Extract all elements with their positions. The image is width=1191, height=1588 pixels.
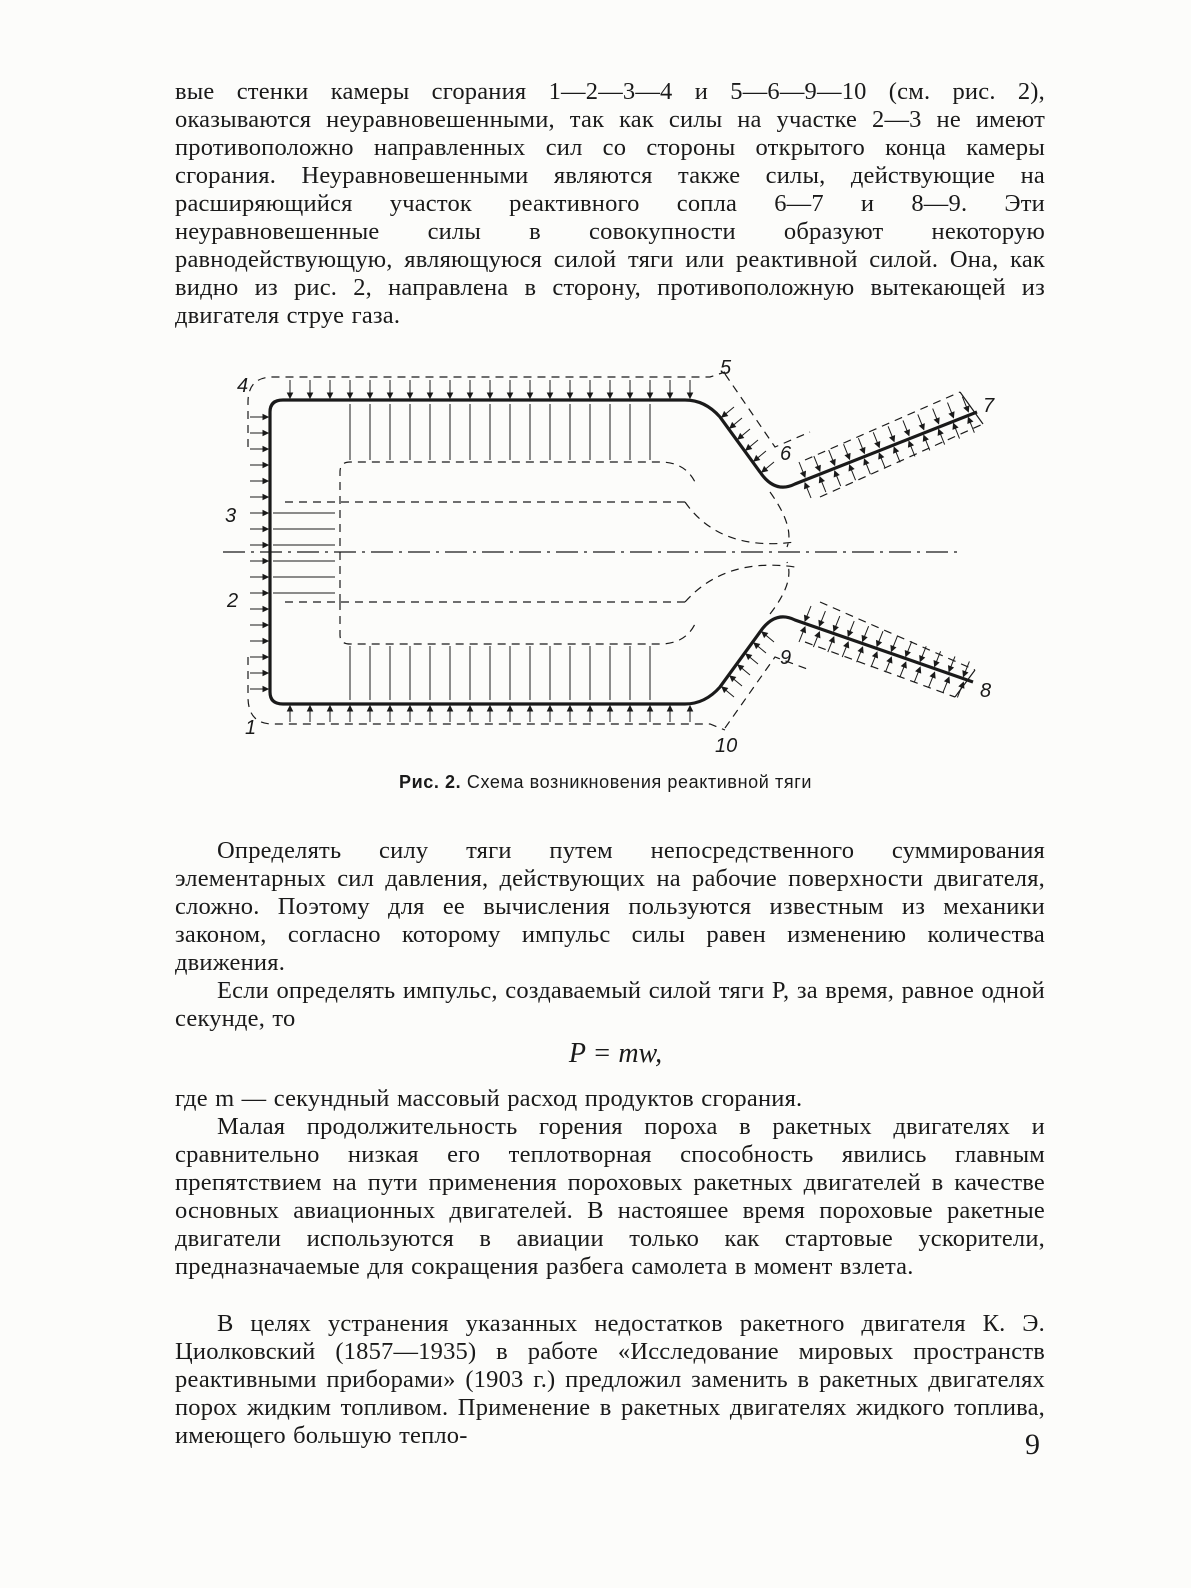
paragraph-5: Малая продолжительность горения пороха в ракетных двигателях и сравнительно низкая его теплотворная способность явились главным препятствием на пути применения пороховых ракетных двигателей в качестве основных авиационных двигателей. В настояшее время пороховые ракетные двигатели используются в авиации только как стартовые ускорители, предназначаемые для сокращения разбега самолета в момент взлета. — [175, 1113, 1045, 1280]
paragraph-4: где m — секундный массовый расход продуктов сгорания. — [175, 1085, 803, 1112]
paragraph-2: Определять силу тяги путем непосредственного суммирования элементарных сил давления, действующих на рабочие поверхности двигателя, сложно. Поэтому для ее вычисления пользуются известным из механики законом, согласно которому импульс силы равен изменению количества движения. — [175, 837, 1045, 976]
label-9: 9 — [780, 647, 792, 669]
paragraph-1: вые стенки камеры сгорания 1—2—3—4 и 5—6—9—10 (см. рис. 2), оказываются неуравновешенными, так как силы на участке 2—3 не имеют противоположно направленных сил со стороны открытого конца камеры сгорания. Неуравновешенными являются также силы, действующие на расширяющийся участок реактивного сопла 6—7 и 8—9. Эти неуравновешенные силы в совокупности образуют некоторую равнодействующую, являющуюся силой тяги или реактивной силой. Она, как видно из рис. 2, направлена в сторону, противоположную вытекающей из двигателя струе газа. — [175, 78, 1045, 329]
label-10: 10 — [715, 735, 738, 757]
caption-label: Рис. 2. — [398, 772, 462, 792]
paragraph-3: Если определять импульс, создаваемый силой тяги P, за время, равное одной секунде, то — [175, 977, 1045, 1032]
label-5: 5 — [720, 357, 732, 379]
label-1: 1 — [245, 717, 257, 739]
label-2: 2 — [227, 590, 239, 612]
figure-caption — [0, 772, 1191, 793]
label-8: 8 — [980, 680, 992, 702]
pressure-arrows — [250, 380, 974, 722]
formula: P = mw, — [568, 1038, 663, 1069]
page-number: 9 — [1025, 1428, 1040, 1461]
label-6: 6 — [780, 443, 792, 465]
paragraph-6: В целях устранения указанных недостатков ракетного двигателя К. Э. Циолковский (1857—1935) в работе «Исследование мировых пространств реактивными приборами» (1903 г.) предложил заменить в ракетных двигателях порох жидким топливом. Применение в ракетных двигателях жидкого топлива, имеющего большую тепло- — [175, 1310, 1045, 1449]
caption-text: Схема возникновения реактивной тяги — [466, 772, 813, 792]
label-4: 4 — [237, 375, 249, 397]
label-7: 7 — [983, 395, 995, 417]
label-3: 3 — [225, 505, 237, 527]
figure-thrust-diagram — [215, 352, 995, 762]
